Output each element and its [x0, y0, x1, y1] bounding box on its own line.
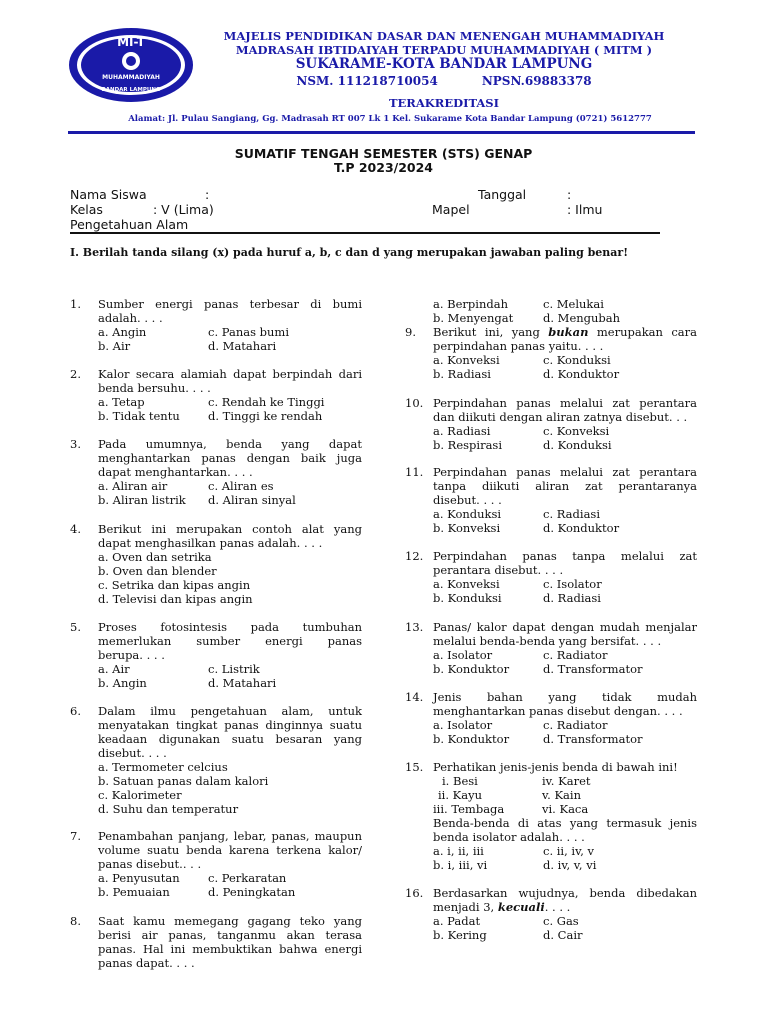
question-line: dapat menghasilkan panas adalah. . . . — [98, 536, 323, 550]
question-line: Panas/ kalor dapat dengan mudah menjalar — [433, 620, 697, 634]
answer-option: c. Isolator — [543, 577, 602, 591]
question-line: Dalam ilmu pengetahuan alam, untuk — [98, 704, 362, 718]
question-line: adalah. . . . — [98, 311, 163, 325]
question-line: Berdasarkan wujudnya, benda dibedakan — [433, 886, 697, 900]
answer-option: c. Setrika dan kipas angin — [98, 578, 251, 592]
header-organization: MAJELIS PENDIDIKAN DASAR DAN MENENGAH MUHAMMADIYAH — [223, 29, 665, 43]
question-line: panas. Hal ini membuktikan bahwa energi — [98, 942, 362, 956]
question-line — [433, 325, 697, 339]
answer-option: b. Air — [98, 339, 131, 353]
answer-option: b. Pemuaian — [98, 885, 170, 899]
instruction: I. Berilah tanda silang (x) pada huruf a, b, c dan d yang merupakan jawaban paling benar! — [70, 246, 629, 259]
question-number: 12. — [405, 549, 424, 563]
item-list-entry: vi. Kaca — [542, 802, 589, 816]
question-line: dan diikuti dengan aliran zatnya disebut. . . — [433, 410, 688, 424]
question-number: 3. — [70, 437, 81, 451]
header-ids — [194, 74, 694, 88]
question-text-part: . . . . — [544, 900, 571, 914]
question-line: Berikut ini merupakan contoh alat yang — [98, 522, 362, 536]
question-text — [433, 690, 697, 718]
question-text — [433, 620, 697, 648]
header-divider — [68, 131, 695, 134]
answer-option: a. Konveksi — [433, 577, 500, 591]
answer-option: b. Konduktor — [433, 662, 510, 676]
question-line: Kalor secara alamiah dapat berpindah dari — [98, 367, 362, 381]
question-text — [98, 704, 362, 760]
question-line: memerlukan sumber energi panas — [98, 634, 362, 648]
answer-option: a. Termometer celcius — [98, 760, 228, 774]
header-school-name: MADRASAH IBTIDAIYAH TERPADU MUHAMMADIYAH ( MITM ) — [235, 43, 653, 57]
question-number: 4. — [70, 522, 81, 536]
kelas-value: : V (Lima) — [153, 202, 214, 217]
answer-option: b. Satuan panas dalam kalori — [98, 774, 269, 788]
header-npsn: NPSN.69883378 — [481, 74, 592, 88]
question-text — [433, 396, 697, 424]
answer-option: c. Konveksi — [543, 424, 610, 438]
answer-option: b. Konduksi — [433, 591, 502, 605]
question-line: benda bersuhu. . . . — [98, 381, 211, 395]
logo-text-ring: MUHAMMADIYAH — [102, 74, 160, 81]
answer-option: c. Radiator — [543, 648, 608, 662]
item-list-entry: iv. Karet — [542, 774, 591, 788]
question-line: Perhatikan jenis-jenis benda di bawah ini! — [433, 760, 678, 774]
answer-option: c. Gas — [543, 914, 579, 928]
answer-option: b. Konveksi — [433, 521, 501, 535]
question-line: perpindahan panas yaitu. . . . — [433, 339, 604, 353]
answer-option: a. Penyusutan — [98, 871, 180, 885]
answer-option: a. Tetap — [98, 395, 145, 409]
answer-option: d. Matahari — [208, 339, 277, 353]
answer-option: b. Tidak tentu — [98, 409, 180, 423]
logo-text-bottom: BANDAR LAMPUNG — [101, 87, 161, 93]
question-text-part: merupakan cara — [588, 325, 697, 339]
answer-option: d. Transformator — [543, 732, 643, 746]
answer-option: a. Aliran air — [98, 479, 168, 493]
question-number: 16. — [405, 886, 424, 900]
question-line: panas dapat. . . . — [98, 956, 195, 970]
question-line: Perpindahan panas melalui zat perantara — [433, 465, 697, 479]
answer-option: b. Menyengat — [433, 311, 514, 325]
answer-option: a. i, ii, iii — [433, 844, 484, 858]
school-logo — [68, 27, 194, 103]
answer-option: d. Konduksi — [543, 438, 612, 452]
answer-option: d. Radiasi — [543, 591, 601, 605]
answer-option: b. Aliran listrik — [98, 493, 186, 507]
question-number: 7. — [70, 829, 81, 843]
question-line: panas disebut.. . . — [98, 857, 202, 871]
answer-option: d. Konduktor — [543, 367, 620, 381]
answer-option: a. Padat — [433, 914, 481, 928]
answer-option: a. Isolator — [433, 648, 493, 662]
answer-option: d. Transformator — [543, 662, 643, 676]
question-line: disebut. . . . — [98, 746, 167, 760]
question-text — [98, 829, 362, 871]
question-line: menyatakan tingkat panas dinginnya suatu — [98, 718, 362, 732]
answer-option: c. Aliran es — [208, 479, 274, 493]
question-text — [433, 886, 697, 914]
header-accreditation: TERAKREDITASI — [388, 96, 499, 110]
question-line: menghantarkan panas disebut dengan. . . . — [433, 704, 683, 718]
item-list-entry: i. Besi — [442, 774, 478, 788]
answer-option: c. Radiasi — [543, 507, 601, 521]
question-number: 13. — [405, 620, 424, 634]
question-emphasis: bukan — [548, 325, 589, 339]
answer-option: c. Radiator — [543, 718, 608, 732]
question-line: volume suatu benda karena terkena kalor/ — [98, 843, 362, 857]
question-line: menghantarkan panas dengan baik juga — [98, 451, 362, 465]
answer-option: a. Angin — [98, 325, 147, 339]
question-number: 11. — [405, 465, 424, 479]
question-number: 8. — [70, 914, 81, 928]
question-line: disebut. . . . — [433, 493, 502, 507]
mapel-label: Mapel — [432, 202, 470, 217]
answer-option: a. Konveksi — [433, 353, 500, 367]
question-number: 2. — [70, 367, 81, 381]
answer-option: b. Kering — [433, 928, 487, 942]
answer-option: c. Kalorimeter — [98, 788, 182, 802]
kelas-label: Kelas — [70, 202, 103, 217]
question-text — [98, 367, 362, 395]
exam-title: SUMATIF TENGAH SEMESTER (STS) GENAP — [234, 146, 533, 161]
tanggal-colon: : — [567, 187, 572, 202]
question-line: berupa. . . . — [98, 648, 165, 662]
item-list-entry: iii. Tembaga — [433, 802, 505, 816]
answer-option: b. Oven dan blender — [98, 564, 217, 578]
question-line: dapat menghantarkan. . . . — [98, 465, 253, 479]
header-address: Alamat: Jl. Pulau Sangiang, Gg. Madrasah RT 007 Lk 1 Kel. Sukarame Kota Bandar Lampung (0721) 5612777 — [128, 114, 652, 124]
answer-option: d. Tinggi ke rendah — [208, 409, 323, 423]
question-text — [98, 914, 362, 970]
logo-text-top: MI-T — [117, 35, 145, 49]
answer-option: a. Radiasi — [433, 424, 491, 438]
answer-option: d. Mengubah — [543, 311, 621, 325]
question-number: 1. — [70, 297, 81, 311]
mapel-continued: Pengetahuan Alam — [70, 217, 189, 232]
answer-option: c. Perkaratan — [208, 871, 287, 885]
answer-option: d. Televisi dan kipas angin — [98, 592, 253, 606]
question-line: tanpa diikuti aliran zat perantaranya — [433, 479, 697, 493]
answer-option: b. Konduktor — [433, 732, 510, 746]
question-text — [98, 297, 362, 325]
question-line — [433, 900, 697, 914]
answer-option: a. Konduksi — [433, 507, 502, 521]
question-number: 14. — [405, 690, 424, 704]
header-location: SUKARAME-KOTA BANDAR LAMPUNG — [295, 56, 593, 72]
answer-option: d. Aliran sinyal — [208, 493, 296, 507]
answer-option: d. Peningkatan — [208, 885, 296, 899]
question-text — [98, 522, 362, 550]
answer-option: c. Panas bumi — [208, 325, 289, 339]
question-line: Proses fotosintesis pada tumbuhan — [98, 620, 362, 634]
question-text-part: menjadi 3, — [433, 900, 498, 914]
question-line: Perpindahan panas melalui zat perantara — [433, 396, 697, 410]
question-line: melalui benda-benda yang bersifat. . . . — [433, 634, 662, 648]
mapel-value: : Ilmu — [567, 202, 603, 217]
answer-option: c. Konduksi — [543, 353, 611, 367]
answer-option: a. Oven dan setrika — [98, 550, 212, 564]
question-text — [98, 620, 362, 662]
question-line: Pada umumnya, benda yang dapat — [98, 437, 362, 451]
question-number: 6. — [70, 704, 81, 718]
question-number: 10. — [405, 396, 424, 410]
tanggal-label: Tanggal — [478, 187, 527, 202]
question-line: Sumber energi panas terbesar di bumi — [98, 297, 362, 311]
answer-option: c. Rendah ke Tinggi — [208, 395, 325, 409]
question-line: Benda-benda di atas yang termasuk jenis — [433, 816, 697, 830]
answer-option: d. Matahari — [208, 676, 277, 690]
answer-option: c. Melukai — [543, 297, 604, 311]
item-list-entry: ii. Kayu — [438, 788, 483, 802]
answer-option: d. iv, v, vi — [543, 858, 597, 872]
question-line: Jenis bahan yang tidak mudah — [433, 690, 697, 704]
question-line: Perpindahan panas tanpa melalui zat — [433, 549, 697, 563]
answer-option: b. Respirasi — [433, 438, 503, 452]
answer-option: d. Konduktor — [543, 521, 620, 535]
question-line: berisi air panas, tanganmu akan terasa — [98, 928, 362, 942]
question-text-part: Berikut ini, yang — [433, 325, 549, 339]
answer-option: c. ii, iv, v — [543, 844, 595, 858]
answer-option: b. Angin — [98, 676, 147, 690]
question-text — [433, 325, 697, 353]
nama-label: Nama Siswa — [70, 187, 147, 202]
question-emphasis: kecuali — [497, 900, 545, 914]
nama-colon: : — [205, 187, 210, 202]
question-text — [433, 465, 697, 507]
info-divider — [70, 232, 660, 234]
answer-option: d. Cair — [543, 928, 583, 942]
item-list-entry: v. Kain — [542, 788, 581, 802]
question-line: Saat kamu memegang gagang teko yang — [98, 914, 362, 928]
answer-option: a. Isolator — [433, 718, 493, 732]
exam-year: T.P 2023/2024 — [333, 160, 434, 175]
question-text — [98, 437, 362, 479]
question-number: 15. — [405, 760, 424, 774]
question-text — [433, 549, 697, 577]
answer-option: a. Berpindah — [433, 297, 508, 311]
question-line: keadaan digunakan suatu besaran yang — [98, 732, 362, 746]
question-line: benda isolator adalah. . . . — [433, 830, 585, 844]
header-nsm: NSM. 111218710054 — [296, 74, 438, 88]
answer-option: a. Air — [98, 662, 130, 676]
question-line: Penambahan panjang, lebar, panas, maupun — [98, 829, 362, 843]
answer-option: d. Suhu dan temperatur — [98, 802, 239, 816]
question-text — [433, 760, 697, 774]
question-number: 9. — [405, 325, 416, 339]
answer-option: b. i, iii, vi — [433, 858, 488, 872]
answer-option: b. Radiasi — [433, 367, 491, 381]
answer-option: c. Listrik — [208, 662, 260, 676]
question-number: 5. — [70, 620, 81, 634]
question-line: perantara disebut. . . . — [433, 563, 564, 577]
